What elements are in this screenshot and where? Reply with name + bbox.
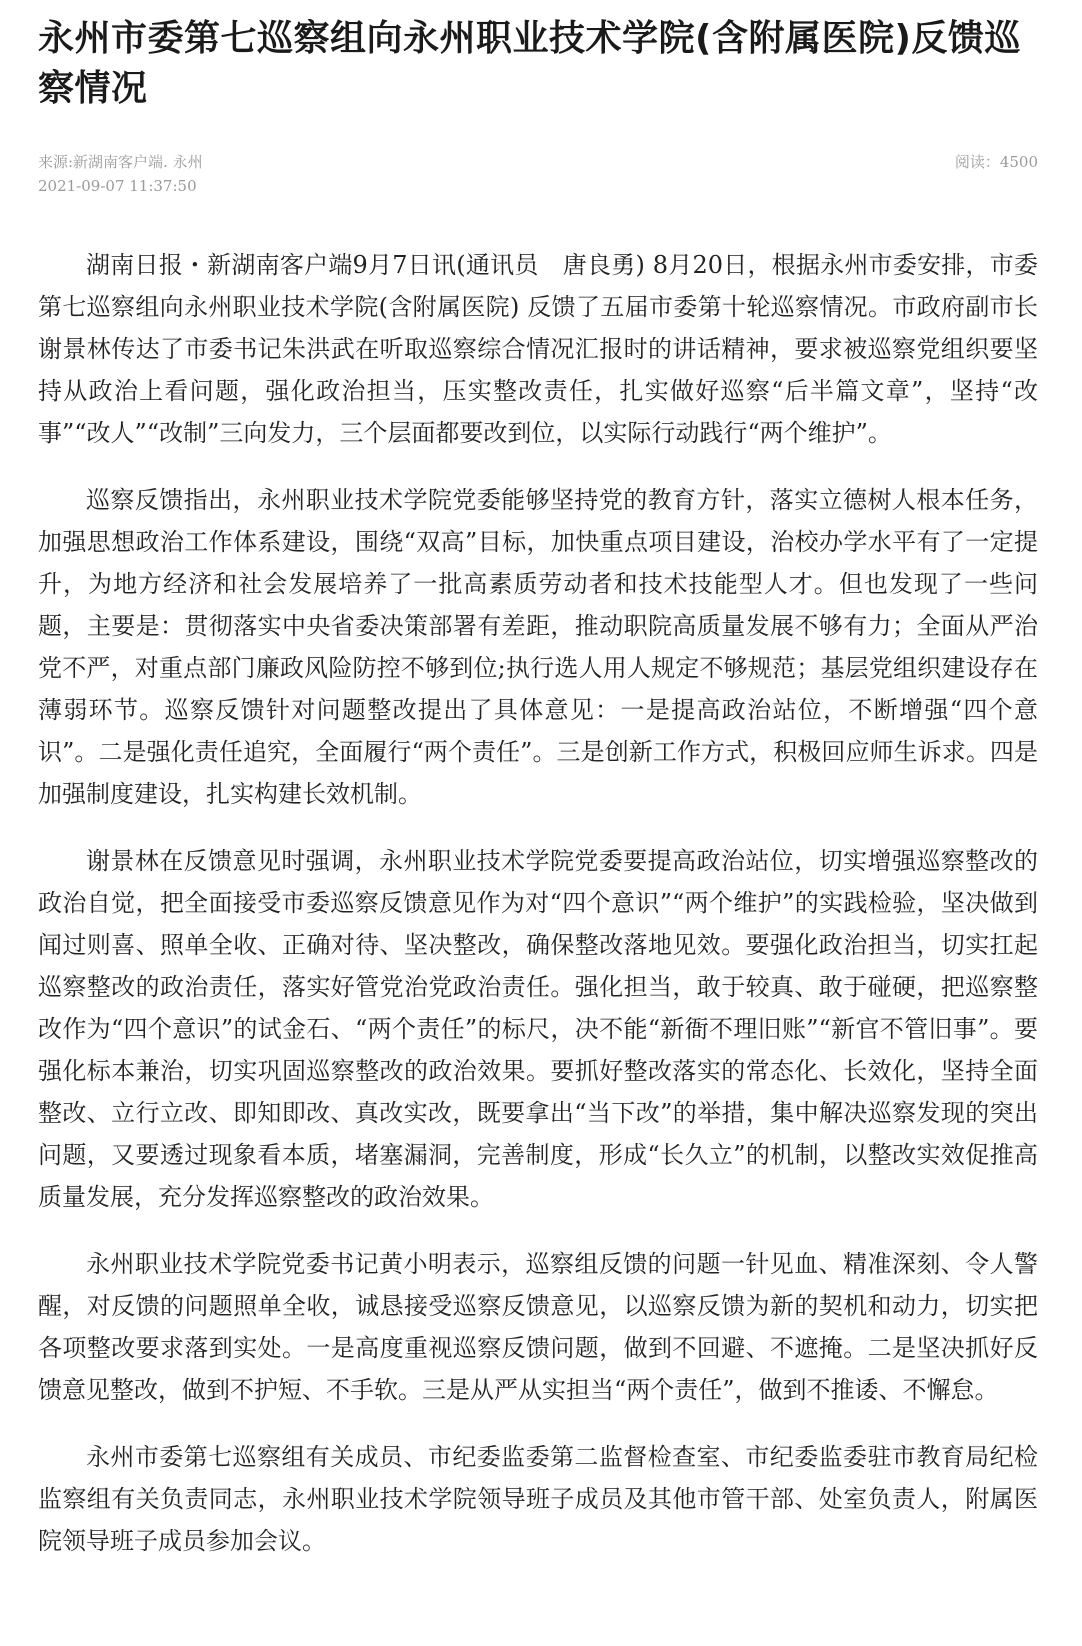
article-body — [38, 244, 1038, 1562]
paragraph-5: 永州市委第七巡察组有关成员、市纪委监委第二监督检查室、市纪委监委驻市教育局纪检监察组有关负责同志，永州职业技术学院领导班子成员及其他市管干部、处室负责人，附属医院领导班子成员参加会议。 — [38, 1443, 1038, 1555]
read-count: 阅读：4500 — [954, 153, 1038, 171]
article-source: 来源:新湖南客户端. 永州 — [38, 153, 203, 171]
article-meta — [38, 150, 1038, 202]
paragraph-3: 谢景林在反馈意见时强调，永州职业技术学院党委要提高政治站位，切实增强巡察整改的政治自觉，把全面接受市委巡察反馈意见作为对“四个意识”“两个维护”的实践检验，坚决做到闻过则喜、照单全收、正确对待、坚决整改，确保整改落地见效。要强化政治担当，切实扛起巡察整改的政治责任，落实好管党治党政治责任。强化担当，敢于较真、敢于碰硬，把巡察整改作为“四个意识”的试金石、“两个责任”的标尺，决不能“新衙不理旧账”“新官不管旧事”。要强化标本兼治，切实巩固巡察整改的政治效果。要抓好整改落实的常态化、长效化，坚持全面整改、立行立改、即知即改、真改实改，既要拿出“当下改”的举措，集中解决巡察发现的突出问题，又要透过现象看本质，堵塞漏洞，完善制度，形成“长久立”的机制，以整改实效促推高质量发展，充分发挥巡察整改的政治效果。 — [38, 847, 1038, 1211]
paragraph-1: 湖南日报・新湖南客户端9月7日讯(通讯员 唐良勇) 8月20日，根据永州市委安排，市委第七巡察组向永州职业技术学院(含附属医院) 反馈了五届市委第十轮巡察情况。市政府副市长谢景林传达了市委书记朱洪武在听取巡察综合情况汇报时的讲话精神，要求被巡察党组织要坚持从政治上看问题，强化政治担当，压实整改责任，扎实做好巡察“后半篇文章”，坚持“改事”“改人”“改制”三向发力，三个层面都要改到位，以实际行动践行“两个维护”。 — [38, 251, 1038, 447]
article-title: 永州市委第七巡察组向永州职业技术学院(含附属医院)反馈巡察情况 — [38, 18, 1021, 109]
article — [38, 14, 1038, 1587]
paragraph-2: 巡察反馈指出，永州职业技术学院党委能够坚持党的教育方针，落实立德树人根本任务，加强思想政治工作体系建设，围绕“双高”目标，加快重点项目建设，治校办学水平有了一定提升，为地方经济和社会发展培养了一批高素质劳动者和技术技能型人才。但也发现了一些问题，主要是：贯彻落实中央省委决策部署有差距，推动职院高质量发展不够有力；全面从严治党不严，对重点部门廉政风险防控不够到位;执行选人用人规定不够规范；基层党组织建设存在薄弱环节。巡察反馈针对问题整改提出了具体意见：一是提高政治站位，不断增强“四个意识”。二是强化责任追究，全面履行“两个责任”。三是创新工作方式，积极回应师生诉求。四是加强制度建设，扎实构建长效机制。 — [38, 486, 1038, 808]
article-datetime: 2021-09-07 11:37:50 — [38, 177, 197, 195]
paragraph-4: 永州职业技术学院党委书记黄小明表示，巡察组反馈的问题一针见血、精准深刻、令人警醒，对反馈的问题照单全收，诚恳接受巡察反馈意见，以巡察反馈为新的契机和动力，切实把各项整改要求落到实处。一是高度重视巡察反馈问题，做到不回避、不遮掩。二是坚决抓好反馈意见整改，做到不护短、不手软。三是从严从实担当“两个责任”，做到不推诿、不懈怠。 — [38, 1250, 1038, 1404]
